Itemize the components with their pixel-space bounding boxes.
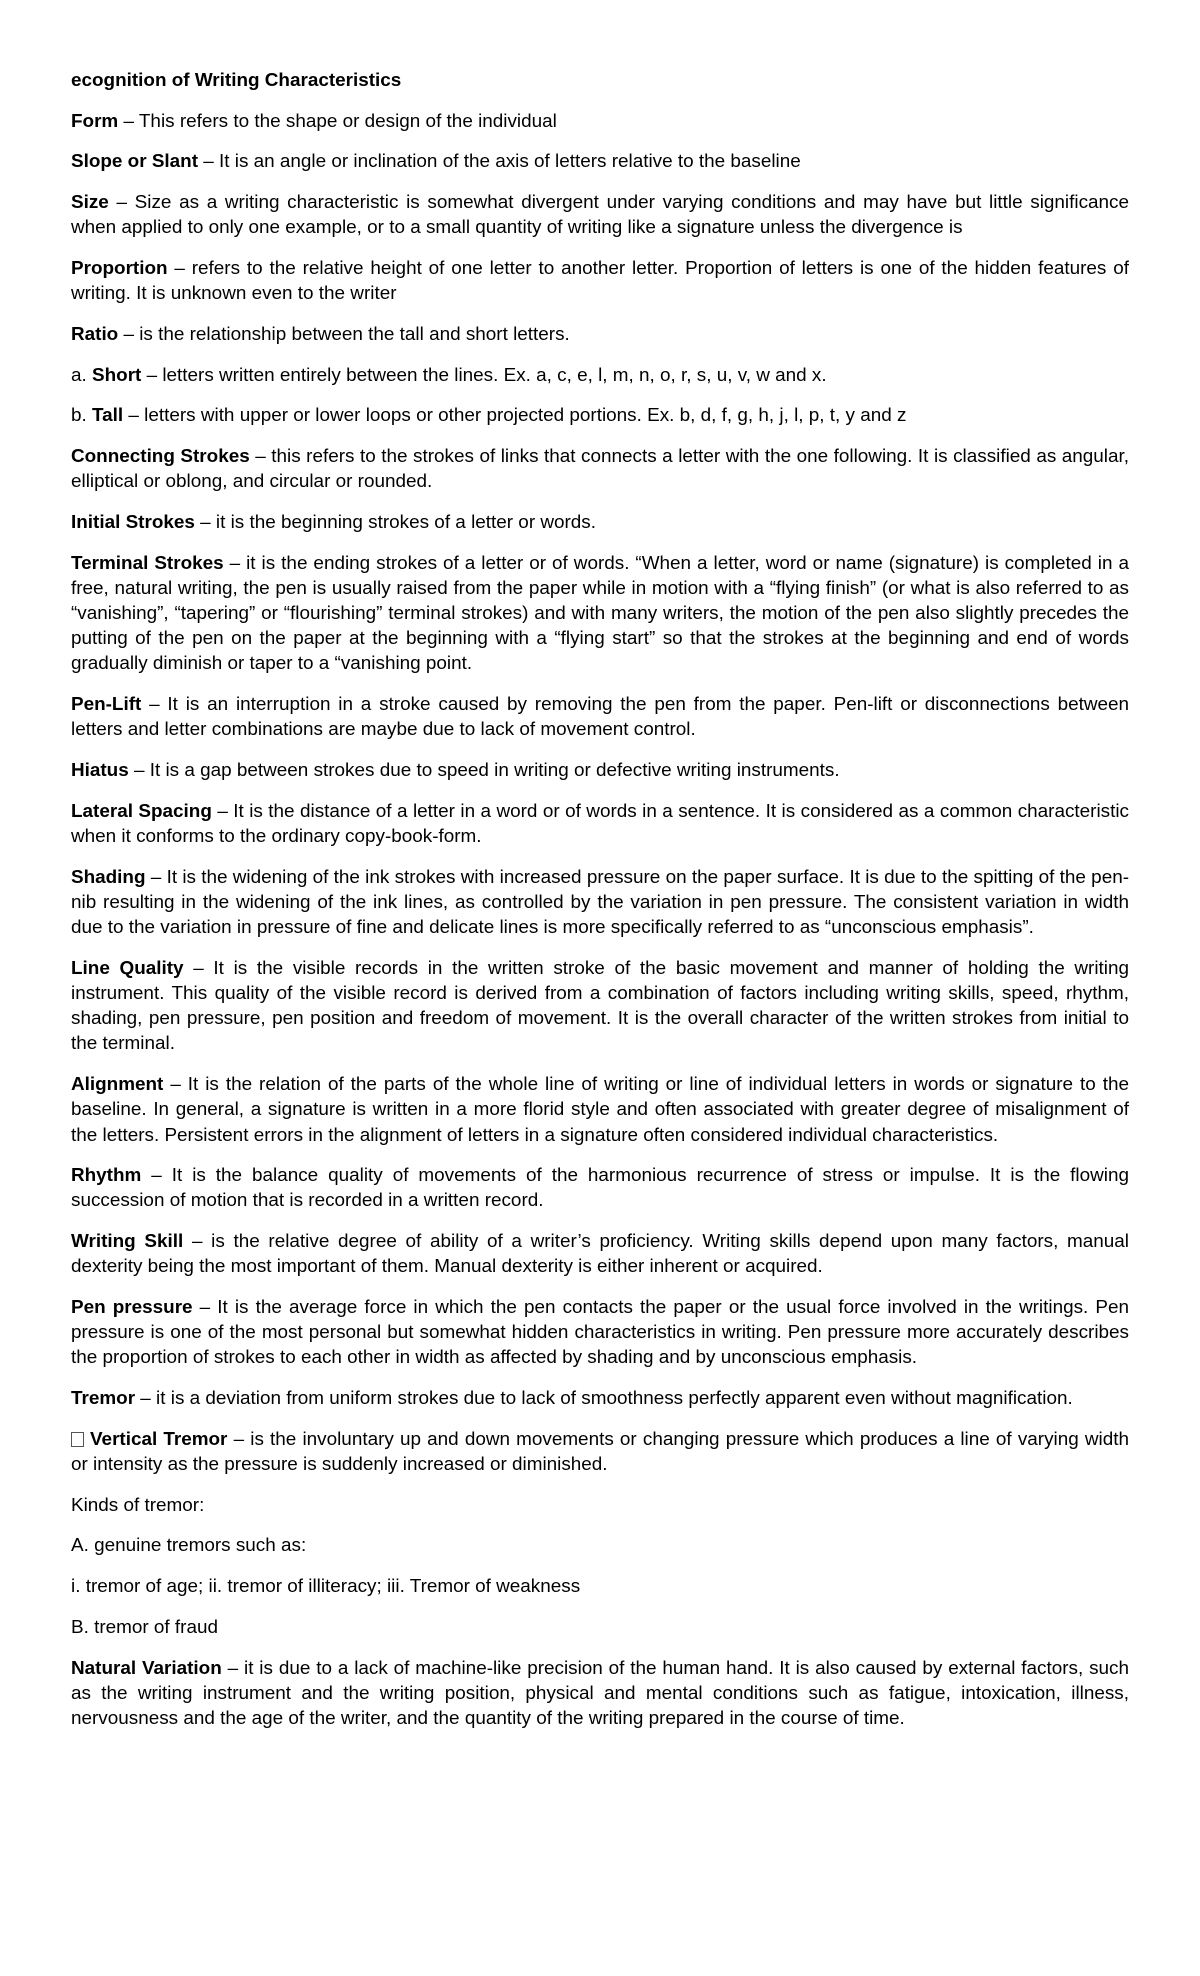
term-proportion: Proportion	[71, 258, 168, 280]
document-page	[71, 68, 1129, 1747]
term-short: Short	[92, 364, 142, 386]
list-prefix-b: b.	[71, 405, 93, 427]
definition-slope: – It is an angle or inclination of the axis of letters relative to the baseline	[198, 151, 801, 173]
definition-pen-lift: – It is an interruption in a stroke caused by removing the pen from the paper. Pen-lift or disconnections between letters and letter combinations are maybe due to lack of movement control.	[71, 694, 1129, 741]
definition-tremor: – it is a deviation from uniform strokes due to lack of smoothness perfectly apparent even without magnification.	[135, 1388, 1073, 1410]
paragraph-ratio	[71, 322, 1129, 347]
term-hiatus: Hiatus	[71, 760, 129, 782]
paragraph-connecting-strokes	[71, 444, 1129, 494]
definition-lateral-spacing: – It is the distance of a letter in a word or of words in a sentence. It is considered as a common characteristic when it conforms to the ordinary copy-book-form.	[71, 800, 1129, 847]
term-tremor: Tremor	[71, 1388, 136, 1410]
paragraph-short	[71, 363, 1129, 388]
paragraph-tremor	[71, 1386, 1129, 1411]
term-slope: Slope or Slant	[71, 151, 199, 173]
paragraph-size	[71, 190, 1129, 240]
term-shading: Shading	[71, 866, 146, 888]
term-connecting-strokes: Connecting Strokes	[71, 446, 250, 468]
definition-initial-strokes: – it is the beginning strokes of a letter or words.	[194, 511, 596, 533]
paragraph-lateral-spacing	[71, 799, 1129, 849]
paragraph-terminal-strokes	[71, 551, 1129, 677]
paragraph-vertical-tremor	[71, 1427, 1129, 1477]
term-tall: Tall	[92, 405, 124, 427]
definition-connecting-strokes: – this refers to the strokes of links that connects a letter with the one following. It is classified as angular, elliptical or oblong, and circular or rounded.	[71, 446, 1130, 493]
list-prefix-a: a.	[71, 364, 93, 386]
definition-shading: – It is the widening of the ink strokes with increased pressure on the paper surface. It is due to the spitting of the pen-nib resulting in the widening of the ink lines, as controlled by the variation in pen pressure. The consistent variation in width due to the variation in pressure of fine and delicate lines is more specifically referred to as “unconscious emphasis”.	[71, 866, 1129, 939]
paragraph-tall	[71, 403, 1129, 428]
paragraph-line-quality	[71, 956, 1129, 1057]
term-vertical-tremor: Vertical Tremor	[90, 1428, 228, 1450]
bullet-glyph-icon	[71, 1432, 84, 1447]
definition-tall: – letters with upper or lower loops or other projected portions. Ex. b, d, f, g, h, j, l, p, t, y and z	[123, 405, 907, 427]
paragraph-natural-variation	[71, 1656, 1129, 1732]
definition-short: – letters written entirely between the lines. Ex. a, c, e, l, m, n, o, r, s, u, v, w and x.	[141, 364, 827, 386]
paragraph-pen-pressure	[71, 1295, 1129, 1371]
definition-alignment: – It is the relation of the parts of the whole line of writing or line of individual letters in words or signature to the baseline. In general, a signature is written in a more florid style and often associated with greater degree of misalignment of the letters. Persistent errors in the alignment of letters in a signature often considered individual characteristics.	[71, 1074, 1129, 1146]
paragraph-initial-strokes	[71, 510, 1129, 535]
kinds-item-sublist: i. tremor of age; ii. tremor of illiteracy; iii. Tremor of weakness	[71, 1576, 581, 1598]
term-writing-skill: Writing Skill	[71, 1231, 184, 1253]
term-rhythm: Rhythm	[71, 1165, 142, 1187]
definition-pen-pressure: – It is the average force in which the pen contacts the paper or the usual force involved in the writings. Pen pressure is one of the most personal but somewhat hidden characteristics in writing. Pen pressure more accurately describes the proportion of strokes to each other in width as affected by shading and by unconscious emphasis.	[71, 1297, 1129, 1369]
term-pen-lift: Pen-Lift	[71, 694, 142, 716]
definition-form: – This refers to the shape or design of the individual	[118, 110, 557, 132]
term-line-quality: Line Quality	[71, 957, 184, 979]
definition-terminal-strokes: – it is the ending strokes of a letter or of words. “When a letter, word or name (signature) is completed in a free, natural writing, the pen is usually raised from the paper while in motion with a “flying finish” (or what is also referred to as “vanishing”, “tapering” or “flourishing” terminal strokes) and with many writers, the motion of the pen also slightly precedes the putting of the pen on the paper at the beginning with a “flying start” so that the strokes at the beginning and end of words gradually diminish or taper to a “vanishing point.	[71, 552, 1129, 675]
paragraph-pen-lift	[71, 692, 1129, 742]
kinds-item-b: B. tremor of fraud	[71, 1616, 218, 1638]
paragraph-rhythm	[71, 1163, 1129, 1213]
paragraph-slope	[71, 149, 1129, 174]
paragraph-form	[71, 109, 1129, 134]
term-natural-variation: Natural Variation	[71, 1657, 222, 1679]
term-initial-strokes: Initial Strokes	[71, 511, 195, 533]
definition-rhythm: – It is the balance quality of movements of the harmonious recurrence of stress or impulse. It is the flowing succession of motion that is recorded in a written record.	[71, 1165, 1129, 1212]
paragraph-alignment	[71, 1072, 1129, 1148]
definition-writing-skill: – is the relative degree of ability of a writer’s proficiency. Writing skills depend upon many factors, manual dexterity being the most important of them. Manual dexterity is either inherent or acquired.	[71, 1231, 1129, 1278]
definition-ratio: – is the relationship between the tall and short letters.	[118, 323, 570, 345]
paragraph-proportion	[71, 256, 1129, 306]
definition-line-quality: – It is the visible records in the written stroke of the basic movement and manner of holding the writing instrument. This quality of the visible record is derived from a combination of factors including writing skills, speed, rhythm, shading, pen pressure, pen position and freedom of movement. It is the overall character of the written strokes from initial to the terminal.	[71, 957, 1129, 1055]
term-pen-pressure: Pen pressure	[71, 1297, 193, 1319]
definition-natural-variation: – it is due to a lack of machine-like precision of the human hand. It is also caused by external factors, such as the writing instrument and the writing position, physical and mental conditions such as fatigue, intoxication, illness, nervousness and the age of the writer, and the quantity of the writing prepared in the course of time.	[71, 1657, 1129, 1729]
term-terminal-strokes: Terminal Strokes	[71, 552, 224, 574]
definition-size: – Size as a writing characteristic is somewhat divergent under varying conditions and may have but little significance when applied to only one example, or to a small quantity of writing like a signature unless the divergence is	[71, 192, 1129, 239]
paragraph-hiatus	[71, 758, 1129, 783]
paragraph-shading	[71, 865, 1129, 941]
term-lateral-spacing: Lateral Spacing	[71, 800, 212, 822]
term-form: Form	[71, 110, 119, 132]
term-alignment: Alignment	[71, 1074, 164, 1096]
definition-hiatus: – It is a gap between strokes due to speed in writing or defective writing instruments.	[128, 760, 840, 782]
definition-vertical-tremor: – is the involuntary up and down movements or changing pressure which produces a line of varying width or intensity as the pressure is suddenly increased or diminished.	[71, 1428, 1129, 1476]
kinds-item-a: A. genuine tremors such as:	[71, 1535, 307, 1557]
kinds-heading: Kinds of tremor:	[71, 1494, 205, 1516]
term-size: Size	[71, 192, 109, 214]
paragraph-writing-skill	[71, 1229, 1129, 1279]
definition-proportion: – refers to the relative height of one letter to another letter. Proportion of letters is one of the hidden features of writing. It is unknown even to the writer	[71, 258, 1129, 305]
page-title: ecognition of Writing Characteristics	[71, 70, 402, 91]
term-ratio: Ratio	[71, 323, 119, 345]
